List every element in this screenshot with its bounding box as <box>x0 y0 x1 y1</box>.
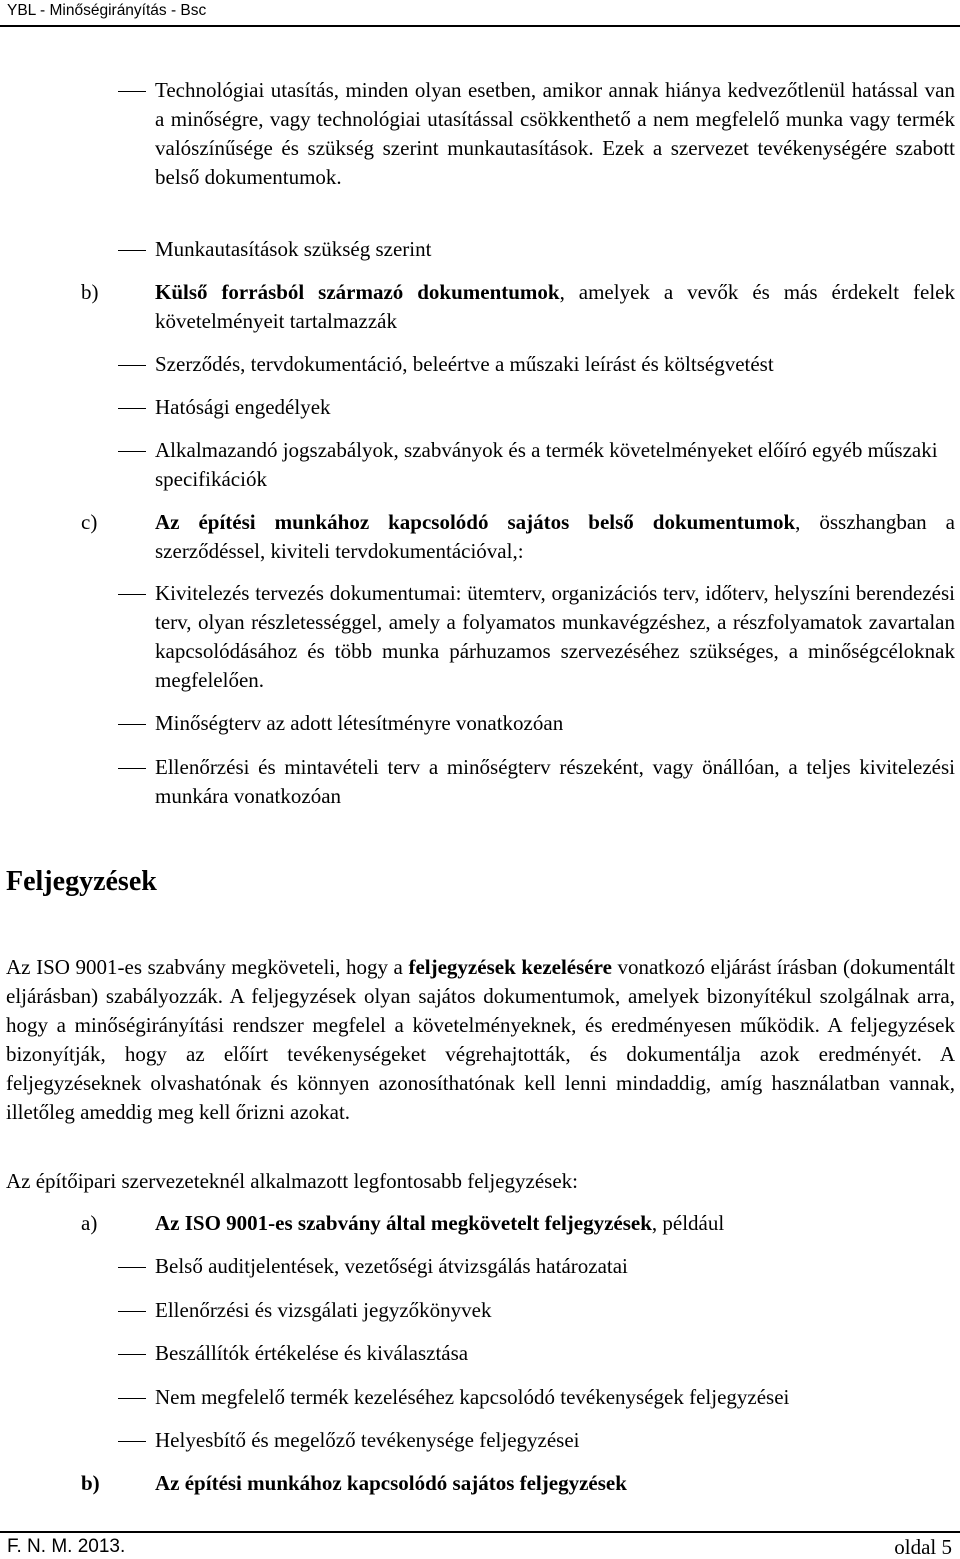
list-item: Alkalmazandó jogszabályok, szabványok és a termék követelményeket előíró egyéb műszaki specifikációk <box>155 438 938 491</box>
dash-bullet <box>118 1267 146 1268</box>
list-item: Beszállítók értékelése és kiválasztása <box>155 1341 469 1365</box>
dash-bullet <box>118 451 146 452</box>
dash-bullet <box>118 768 146 769</box>
footer-author-year: F. N. M. 2013. <box>7 1536 126 1557</box>
list-label-c: c) <box>81 510 98 534</box>
iso-records-item <box>155 1209 955 1238</box>
dash-bullet <box>118 594 146 595</box>
records-para-start: Az ISO 9001-es szabvány megköveteli, hogy a <box>6 955 409 979</box>
footer-divider <box>0 1531 960 1533</box>
list-item: Helyesbítő és megelőző tevékenysége feljegyzései <box>155 1428 580 1452</box>
site-records-heading: Az építési munkához kapcsolódó sajátos feljegyzések <box>155 1471 627 1495</box>
iso-records-heading: Az ISO 9001-es szabvány által megkövetelt feljegyzések <box>155 1211 652 1235</box>
dash-bullet <box>118 1441 146 1442</box>
records-intro: Az építőipari szervezeteknél alkalmazott legfontosabb feljegyzések: <box>6 1169 578 1193</box>
list-item: Kivitelezés tervezés dokumentumai: ütemterv, organizációs terv, időterv, helyszíni berendezési terv, olyan részletességgel, amely a folyamatos munkavégzéshez, a részfolyamatok zavartalan kapcsolódásához és több munka párhuzamos szervezéséhez szükséges, a minőségcéloknak megfelelően. <box>155 581 955 692</box>
iso-records-text: , például <box>651 1211 725 1235</box>
page-number: oldal 5 <box>894 1535 952 1559</box>
dash-bullet <box>118 1398 146 1399</box>
section-title: Feljegyzések <box>6 866 157 897</box>
dash-bullet <box>118 250 146 251</box>
dash-bullet <box>118 365 146 366</box>
list-item: Hatósági engedélyek <box>155 395 331 419</box>
running-header: YBL - Minőségirányítás - Bsc <box>7 2 207 19</box>
list-item: Ellenőrzési és vizsgálati jegyzőkönyvek <box>155 1298 492 1322</box>
site-records-item <box>155 1469 955 1498</box>
list-label-a: a) <box>81 1211 98 1235</box>
list-item: Minőségterv az adott létesítményre vonatkozóan <box>155 711 564 735</box>
external-docs-text: , amelyek a vevők és más érdekelt felek követelményeit tartalmazzák <box>155 280 955 333</box>
list-label-b-records: b) <box>81 1471 100 1495</box>
list-item: Szerződés, tervdokumentáció, beleértve a műszaki leírást és költségvetést <box>155 352 774 376</box>
internal-docs-item <box>155 508 955 566</box>
list-item: Nem megfelelő termék kezeléséhez kapcsolódó tevékenységek feljegyzései <box>155 1385 790 1409</box>
dash-bullet <box>118 408 146 409</box>
external-docs-heading: Külső forrásból származó dokumentumok <box>155 280 560 304</box>
header-divider <box>0 25 960 27</box>
dash-bullet <box>118 91 146 92</box>
list-item: Ellenőrzési és mintavételi terv a minőségterv részeként, vagy önállóan, a teljes kivitelezési munkára vonatkozóan <box>155 755 955 808</box>
records-para-bold: feljegyzések kezelésére <box>408 955 612 979</box>
records-para-rest: vonatkozó eljárást írásban (dokumentált eljárásban) szabályozzák. A feljegyzések olyan sajátos dokumentumok, amelyek bizonyítékul szolgálnak arra, hogy a minőségirányítási rendszer megfelel a követelményeknek, és eredményesen működik. A feljegyzések bizonyítják, hogy az előírt tevékenységeket végrehajtották, és dokumentálja azok eredményét. A feljegyzéseknek olvashatónak és könnyen azonosíthatónak kell lenni mindaddig, amíg használatban vannak, illetőleg ameddig meg kell őrizni azokat. <box>6 955 955 1124</box>
tech-instruction-item: Technológiai utasítás, minden olyan esetben, amikor annak hiánya kedvezőtlenül hatással van a minőségre, vagy technológiai utasítással csökkenthető a nem megfelelő munka vagy termék valószínűsége és szükség szerint munkautasítások. Ezek a szervezet tevékenységére szabott belső dokumentumok. <box>155 78 955 189</box>
list-item: Belső auditjelentések, vezetőségi átvizsgálás határozatai <box>155 1254 628 1278</box>
internal-docs-text: , összhangban a szerződéssel, kiviteli tervdokumentációval,: <box>155 510 955 563</box>
internal-docs-heading: Az építési munkához kapcsolódó sajátos belső dokumentumok <box>155 510 796 534</box>
external-docs-item <box>155 278 955 336</box>
work-instruction-item: Munkautasítások szükség szerint <box>155 237 432 261</box>
records-paragraph <box>6 953 955 1127</box>
dash-bullet <box>118 1311 146 1312</box>
list-label-b: b) <box>81 280 99 304</box>
dash-bullet <box>118 1354 146 1355</box>
dash-bullet <box>118 724 146 725</box>
